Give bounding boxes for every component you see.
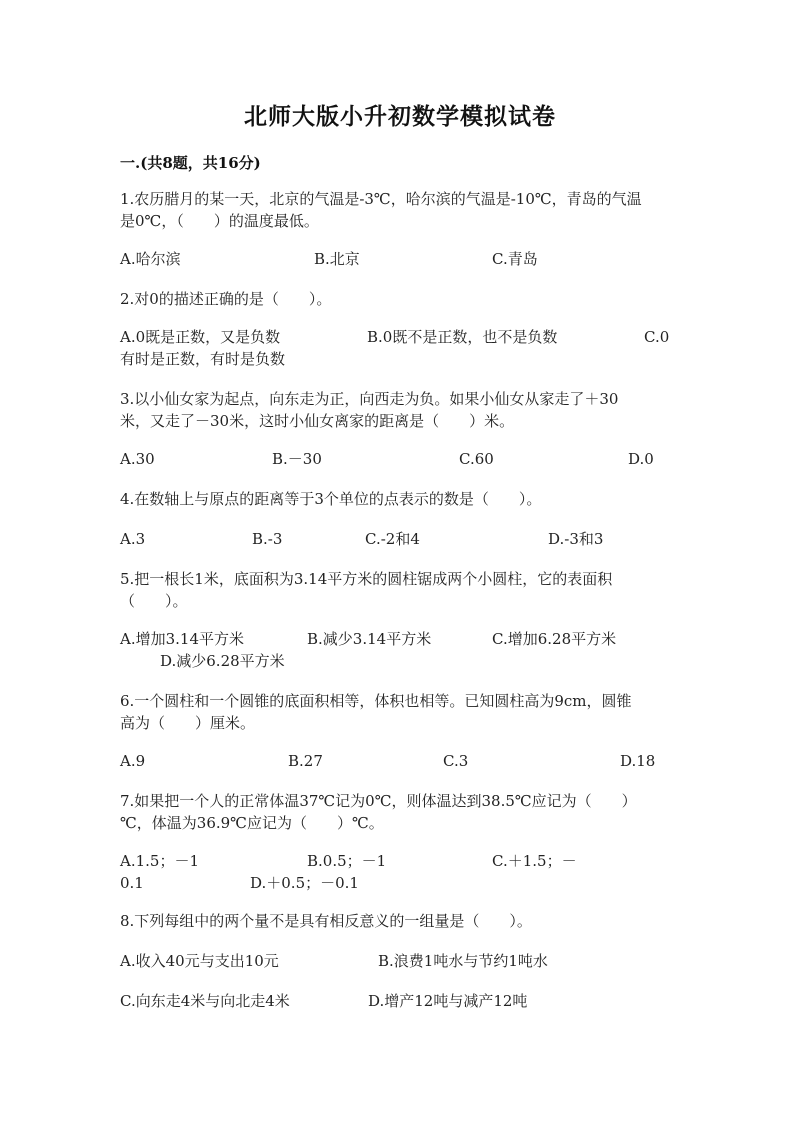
option-d: D.-3和3 — [548, 530, 604, 548]
option-c: C.增加6.28平方米 — [492, 630, 617, 648]
option-c: C.-2和4 — [365, 530, 420, 548]
question-5 — [120, 568, 685, 612]
option-b: B.－30 — [272, 450, 322, 468]
option-b: B.27 — [288, 752, 323, 770]
option-c: C.向东走4米与向北走4米 — [120, 992, 290, 1010]
option-c: C.3 — [443, 752, 469, 770]
question-stem-line: 7.如果把一个人的正常体温37℃记为0℃，则体温达到38.5℃应记为（ ） — [120, 792, 637, 810]
question-stem-line: ℃，体温为36.9℃应记为（ ）℃。 — [120, 814, 384, 832]
option-d: D.18 — [620, 752, 656, 770]
option-c: C.＋1.5；－ — [492, 852, 577, 870]
question-stem-line: 是0℃，（ ）的温度最低。 — [120, 212, 319, 230]
question-stem-line: 1.农历腊月的某一天，北京的气温是-3℃，哈尔滨的气温是-10℃，青岛的气温 — [120, 190, 642, 208]
question-stem-line: （ ）。 — [120, 592, 188, 610]
question-1 — [120, 188, 685, 232]
question-stem-line: 3.以小仙女家为起点，向东走为正，向西走为负。如果小仙女从家走了＋30 — [120, 390, 619, 408]
option-c-continued: 有时是正数，有时是负数 — [120, 350, 286, 368]
option-d: D.＋0.5；－0.1 — [250, 874, 359, 892]
option-a: A.1.5；－1 — [120, 852, 199, 870]
question-stem-line: 米，又走了－30米，这时小仙女离家的距离是（ ）米。 — [120, 412, 515, 430]
option-b: B.北京 — [314, 250, 360, 268]
option-a: A.3 — [120, 530, 146, 548]
section-heading: 一.(共8题，共16分) — [120, 154, 261, 172]
option-a: A.增加3.14平方米 — [120, 630, 244, 648]
question-2 — [120, 288, 685, 310]
question-6 — [120, 690, 685, 734]
option-a: A.30 — [120, 450, 155, 468]
question-stem-line: 8.下列每组中的两个量不是具有相反意义的一组量是（ ）。 — [120, 912, 532, 930]
option-c: C.0 — [644, 328, 670, 346]
option-c: C.60 — [459, 450, 494, 468]
question-8 — [120, 910, 685, 932]
question-stem-line: 4.在数轴上与原点的距离等于3个单位的点表示的数是（ ）。 — [120, 490, 542, 508]
option-a: A.9 — [120, 752, 146, 770]
option-b: B.-3 — [252, 530, 283, 548]
option-b: B.减少3.14平方米 — [307, 630, 432, 648]
question-stem-line: 高为（ ）厘米。 — [120, 714, 256, 732]
option-b: B.浪费1吨水与节约1吨水 — [378, 952, 548, 970]
question-4 — [120, 488, 685, 510]
question-7 — [120, 790, 685, 834]
option-c-continued: 0.1 — [120, 874, 144, 892]
option-b: B.0既不是正数，也不是负数 — [367, 328, 558, 346]
option-d: D.减少6.28平方米 — [160, 652, 285, 670]
exam-title: 北师大版小升初数学模拟试卷 — [244, 103, 556, 130]
option-a: A.哈尔滨 — [120, 250, 181, 268]
option-b: B.0.5；－1 — [307, 852, 387, 870]
question-stem-line: 2.对0的描述正确的是（ ）。 — [120, 290, 332, 308]
question-stem-line: 5.把一根长1米，底面积为3.14平方米的圆柱锯成两个小圆柱，它的表面积 — [120, 570, 613, 588]
question-stem-line: 6.一个圆柱和一个圆锥的底面积相等，体积也相等。已知圆柱高为9cm，圆锥 — [120, 692, 632, 710]
question-3 — [120, 388, 685, 432]
option-d: D.0 — [628, 450, 654, 468]
option-c: C.青岛 — [492, 250, 538, 268]
option-a: A.收入40元与支出10元 — [120, 952, 279, 970]
option-a: A.0既是正数，又是负数 — [120, 328, 281, 346]
option-d: D.增产12吨与减产12吨 — [368, 992, 528, 1010]
